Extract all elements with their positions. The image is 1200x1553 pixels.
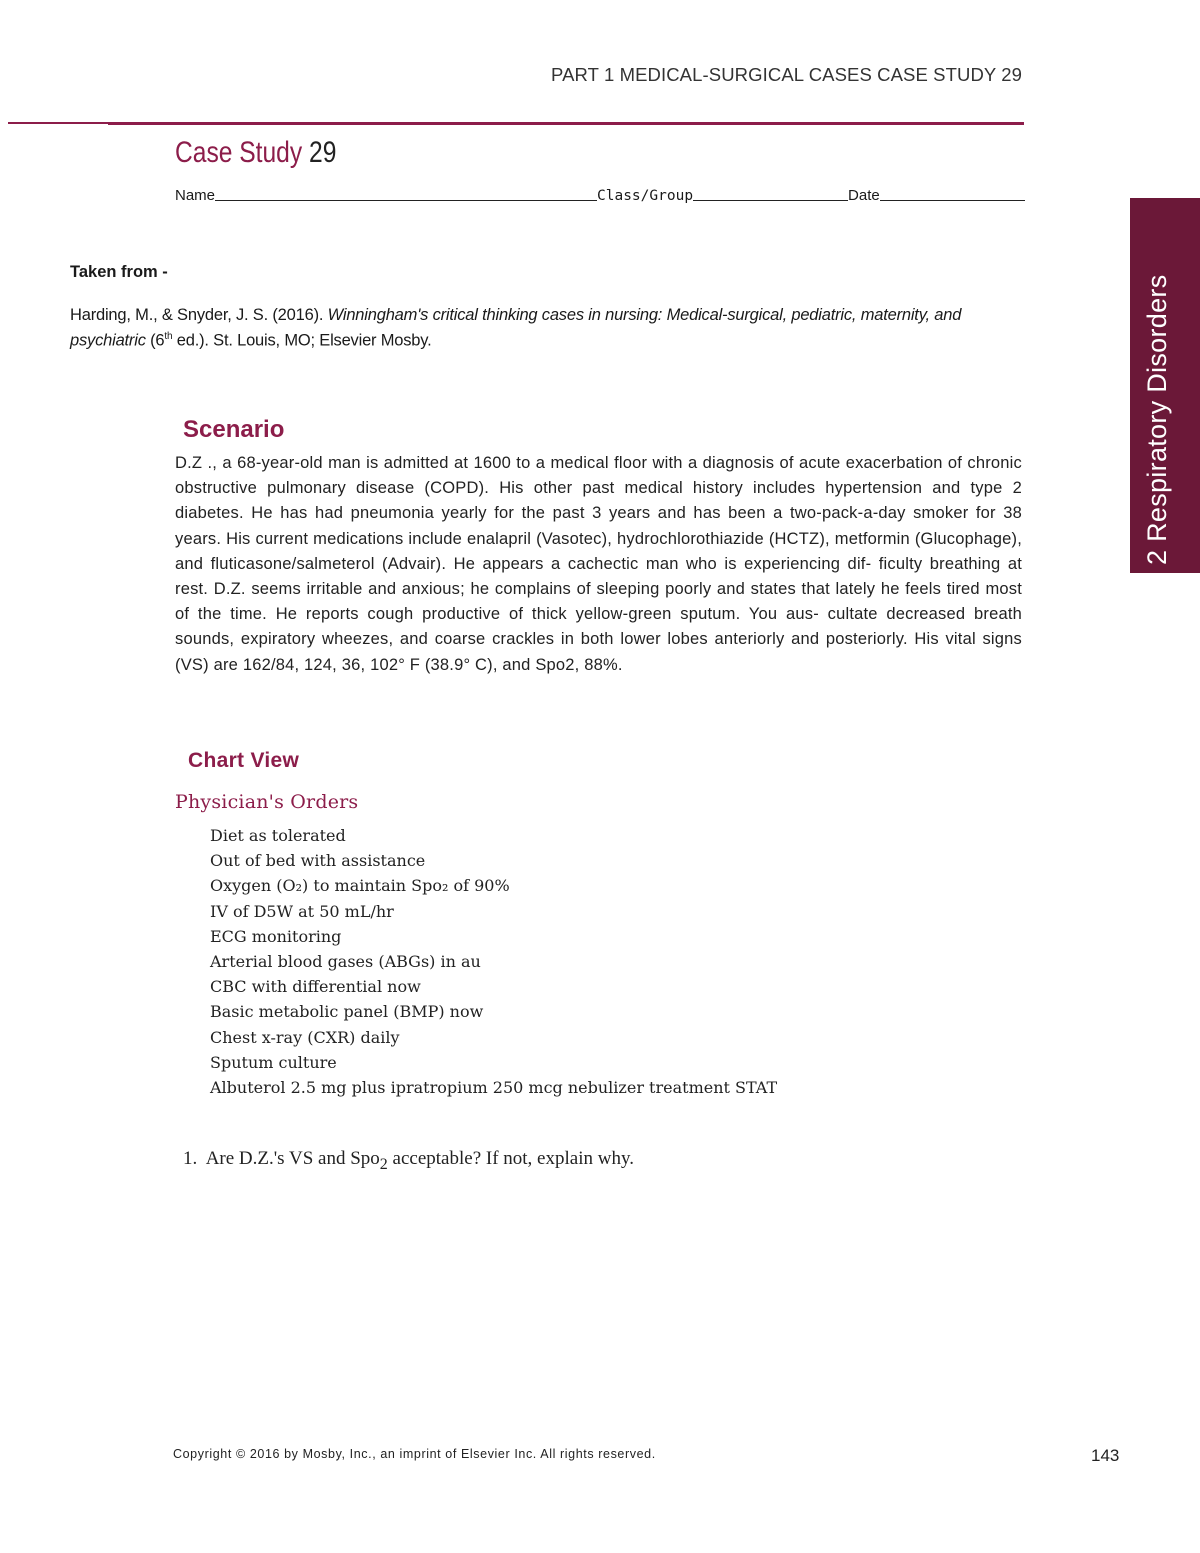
question-subscript: 2 — [379, 1155, 388, 1173]
order-item: CBC with differential now — [210, 977, 421, 997]
name-blank — [215, 186, 597, 201]
chart-view-heading: Chart View — [188, 749, 300, 772]
running-header: PART 1 MEDICAL-SURGICAL CASES CASE STUDY 29 — [551, 64, 1023, 85]
citation — [70, 304, 1025, 352]
scenario-heading: Scenario — [183, 416, 285, 443]
taken-from-label: Taken from - — [70, 263, 168, 281]
order-item: Basic metabolic panel (BMP) now — [210, 1002, 484, 1022]
order-item: Out of bed with assistance — [210, 851, 426, 871]
case-title-number: 29 — [309, 136, 337, 169]
order-item: Albuterol 2.5 mg plus ipratropium 250 mcg nebulizer treatment STAT — [210, 1078, 778, 1098]
physicians-orders-heading: Physician's Orders — [175, 791, 359, 813]
page-number: 143 — [1091, 1446, 1120, 1465]
order-item: Arterial blood gases (ABGs) in au — [210, 952, 481, 972]
order-item: Sputum culture — [210, 1052, 337, 1072]
name-label: Name — [175, 187, 216, 204]
citation-authors: Harding, M., & Snyder, J. S. (2016). — [70, 306, 328, 324]
order-item: IV of D5W at 50 mL/hr — [210, 901, 394, 921]
question-number: 1. — [183, 1148, 198, 1169]
order-item: ECG monitoring — [210, 926, 342, 946]
copyright-notice: Copyright © 2016 by Mosby, Inc., an imprint of Elsevier Inc. All rights reserved. — [173, 1447, 656, 1461]
class-group-blank — [693, 186, 848, 201]
class-group-label: Class/Group — [597, 188, 694, 204]
physicians-orders-list — [210, 823, 777, 1100]
scenario-text: D.Z ., a 68-year-old man is admitted at 1600 to a medical floor with a diagnosis of acute exacerbation of chronic obstructive pulmonary disease (COPD). His other past medical history includes hypertension and type 2 diabetes. He has had pneumonia yearly for the past 3 years and has been a two-pack-a-day smoker for 38 years. His current medications include enalapril (Vasotec), hydrochlorothiazide (HCTZ), metformin (Glucophage), and fluticasone/salmeterol (Advair). He appears a cachectic man who is experiencing dif- ficulty breathing at rest. D.Z. seems irritable and anxious; he complains of sleeping poorly and states that lately he feels tired most of the time. He reports cough productive of thick yellow-green sputum. You aus- cultate decreased breath sounds, expiratory wheezes, and coarse crackles in both lower lobes anteriorly and posteriorly. His vital signs (VS) are 162/84, 124, 36, 102° F (38.9° C), and Spo2, 88%. — [175, 454, 1022, 674]
citation-edition-pre: (6 — [145, 331, 165, 350]
citation-title: Winningham's critical thinking cases in nursing: Medical-surgical, pediatric, maternity, and psychiatric — [70, 306, 962, 350]
question-text-pre: Are D.Z.'s VS and Spo — [205, 1148, 380, 1169]
case-title-label: Case Study — [175, 136, 303, 169]
date-label: Date — [848, 187, 880, 204]
question-1 — [183, 1148, 634, 1174]
citation-edition-post: ed.). St. Louis, MO; Elsevier Mosby. — [172, 331, 432, 350]
case-title — [175, 136, 336, 170]
order-item: Chest x-ray (CXR) daily — [210, 1027, 400, 1047]
question-text-post: acceptable? If not, explain why. — [387, 1148, 634, 1169]
citation-edition-sup: th — [164, 331, 173, 342]
name-class-date-line — [175, 186, 1025, 204]
chapter-side-tab — [1130, 198, 1200, 573]
header-rule — [8, 122, 1024, 124]
order-item: Diet as tolerated — [210, 826, 346, 845]
date-blank — [880, 186, 1025, 201]
order-item: Oxygen (O₂) to maintain Spo₂ of 90% — [210, 876, 510, 896]
chapter-side-tab-label: 2 Respiratory Disorders — [1142, 274, 1172, 565]
